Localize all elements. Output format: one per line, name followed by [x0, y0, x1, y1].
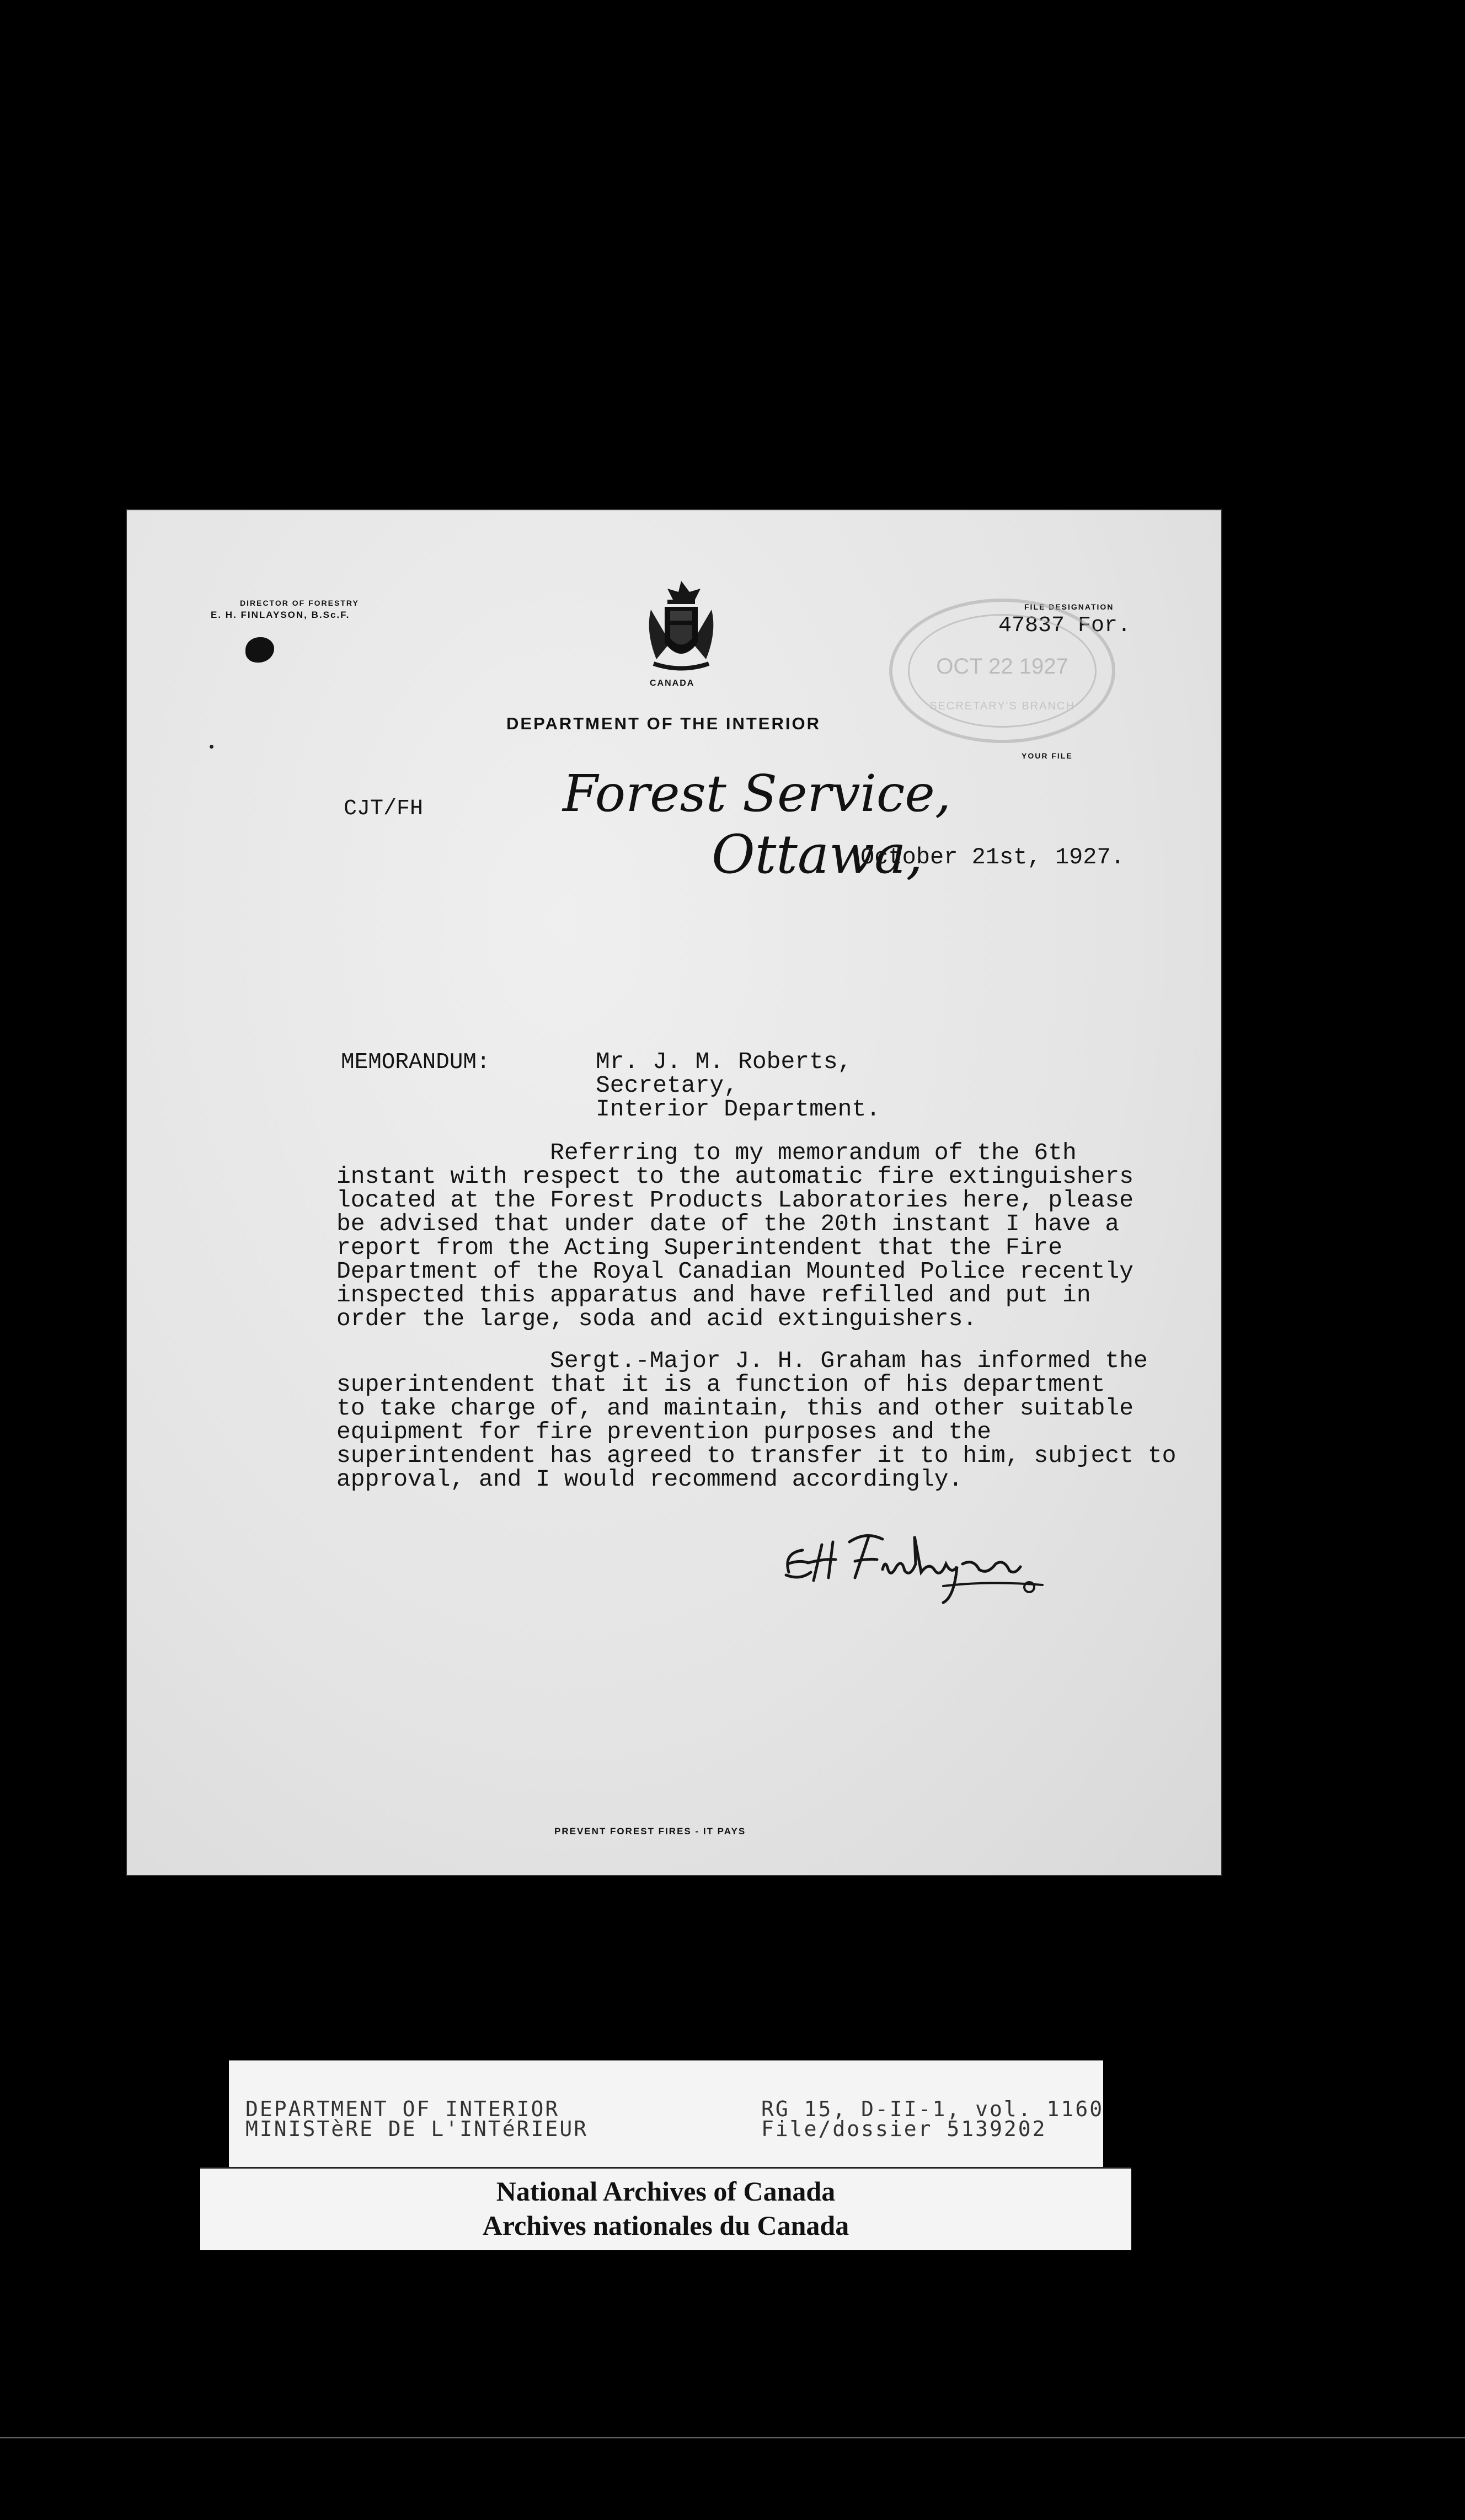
body-line: order the large, soda and acid extinguishers. — [336, 1305, 977, 1332]
handwritten-signature — [778, 1520, 1065, 1614]
body-line: instant with respect to the automatic fire extinguishers — [336, 1163, 1134, 1190]
record-group-reference: RG 15, D-II-1, vol. 1160 — [761, 2097, 1104, 2121]
addressee-line: Secretary, — [596, 1072, 739, 1099]
department-heading: DEPARTMENT OF THE INTERIOR — [506, 714, 821, 733]
archive-reference-label — [229, 2060, 1103, 2167]
city-name: Ottawa, — [712, 824, 923, 885]
body-line: Department of the Royal Canadian Mounted Police recently — [336, 1258, 1134, 1285]
national-archives-label — [200, 2167, 1131, 2250]
letter-page — [127, 510, 1221, 1875]
file-dossier-number: File/dossier 5139202 — [761, 2117, 1047, 2141]
file-designation-label: FILE DESIGNATION — [1024, 602, 1114, 611]
canada-crest-icon — [640, 576, 723, 676]
memo-heading: MEMORANDUM: — [341, 1050, 490, 1075]
body-line: be advised that under date of the 20th instant I have a — [336, 1210, 1120, 1237]
bottom-rule — [0, 2437, 1465, 2438]
paragraph-2 — [336, 1349, 1176, 1491]
ink-blot — [245, 637, 274, 663]
archives-name-en: National Archives of Canada — [496, 2176, 836, 2207]
ink-dot — [210, 745, 213, 749]
body-line: Sergt.-Major J. H. Graham has informed the — [336, 1347, 1148, 1374]
crest-label: CANADA — [650, 679, 695, 688]
forest-service-heading: Forest Service, — [563, 764, 951, 823]
body-line: equipment for fire prevention purposes and the — [336, 1418, 991, 1445]
body-line: superintendent has agreed to transfer it to him, subject to — [336, 1442, 1177, 1469]
addressee-line: Interior Department. — [596, 1096, 881, 1123]
stamp-date: OCT 22 1927 — [936, 654, 1068, 679]
addressee-line: Mr. J. M. Roberts, — [596, 1048, 852, 1075]
body-line: inspected this apparatus and have refilled and put in — [336, 1282, 1091, 1309]
stamp-text: SECRETARY'S BRANCH — [929, 700, 1075, 712]
paragraph-1 — [336, 1141, 1133, 1331]
body-line: superintendent that it is a function of his department — [336, 1371, 1105, 1398]
body-line: Referring to my memorandum of the 6th — [336, 1139, 1077, 1166]
director-title: DIRECTOR OF FORESTRY — [240, 599, 359, 607]
department-en: DEPARTMENT OF INTERIOR — [245, 2097, 560, 2121]
department-fr: MINISTèRE DE L'INTéRIEUR — [245, 2117, 589, 2141]
director-name: E. H. FINLAYSON, B.Sc.F. — [211, 610, 350, 620]
footer-slogan: PREVENT FOREST FIRES - IT PAYS — [554, 1826, 746, 1836]
body-line: report from the Acting Superintendent that the Fire — [336, 1234, 1063, 1261]
memo-reference: CJT/FH — [344, 797, 424, 821]
body-line: located at the Forest Products Laboratories here, please — [336, 1187, 1134, 1214]
received-stamp — [889, 599, 1115, 743]
your-file-label: YOUR FILE — [1022, 751, 1073, 760]
memo-date: October 21st, 1927. — [860, 844, 1125, 871]
archives-name-fr: Archives nationales du Canada — [482, 2210, 849, 2241]
body-line: to take charge of, and maintain, this and other suitable — [336, 1395, 1134, 1422]
addressee-block — [596, 1050, 880, 1121]
body-line: approval, and I would recommend accordingly. — [336, 1466, 963, 1493]
file-designation-value: 47837 For. — [998, 613, 1131, 638]
